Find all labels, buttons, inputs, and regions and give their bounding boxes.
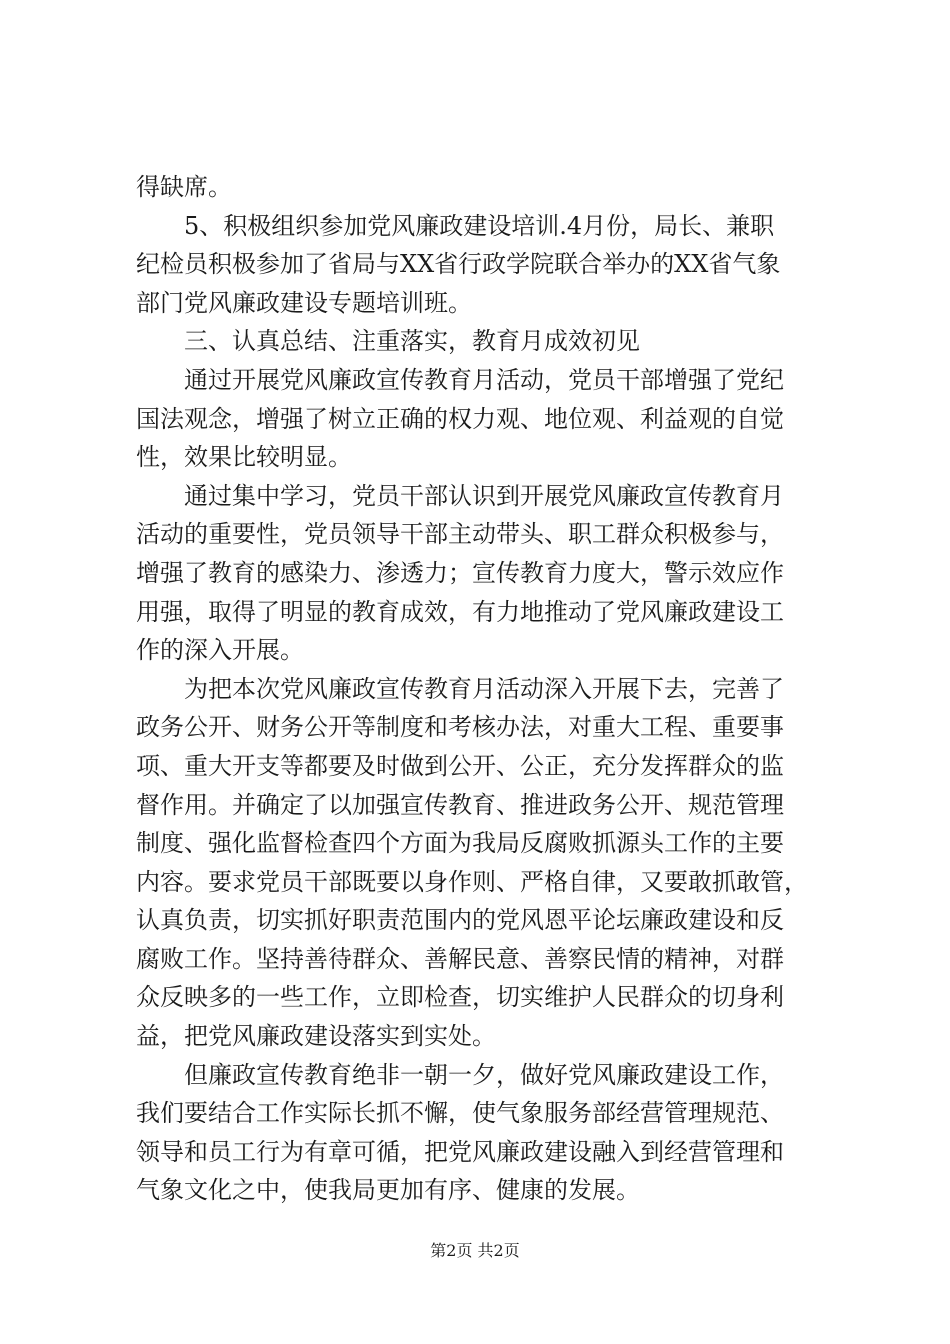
text-line: 得缺席。 [136, 173, 232, 201]
text-line: 通过开展党风廉政宣传教育月活动，党员干部增强了党纪 [184, 365, 784, 394]
text-line: 腐败工作。坚持善待群众、善解民意、善察民情的精神，对群 [136, 944, 784, 973]
document-body [136, 168, 836, 1210]
text-line: 内容。要求党员干部既要以身作则、严格自律，又要敢抓敢管， [136, 867, 808, 896]
text-line: 项、重大开支等都要及时做到公开、公正，充分发挥群众的监 [136, 751, 784, 780]
page-number-footer: 第2页 共2页 [430, 1241, 520, 1260]
section-heading: 三、认真总结、注重落实，教育月成效初见 [184, 327, 640, 356]
text-line: 部门党风廉政建设专题培训班。 [136, 288, 472, 317]
text-line: 我们要结合工作实际长抓不懈，使气象服务部经营管理规范、 [136, 1099, 784, 1128]
text-line: 益，把党风廉政建设落实到实处。 [136, 1022, 496, 1051]
text-line: 政务公开、财务公开等制度和考核办法，对重大工程、重要事 [136, 713, 784, 742]
text-line: 活动的重要性，党员领导干部主动带头、职工群众积极参与， [136, 520, 784, 549]
text-line: 制度、强化监督检查四个方面为我局反腐败抓源头工作的主要 [136, 829, 784, 858]
text-line: 性，效果比较明显。 [136, 443, 352, 472]
text-line: 5、积极组织参加党风廉政建设培训.4月份，局长、兼职 [184, 211, 775, 240]
text-line: 国法观念，增强了树立正确的权力观、地位观、利益观的自觉 [136, 404, 784, 433]
text-line: 为把本次党风廉政宣传教育月活动深入开展下去，完善了 [184, 674, 784, 703]
text-line: 增强了教育的感染力、渗透力；宣传教育力度大，警示效应作 [136, 558, 784, 587]
text-line: 气象文化之中，使我局更加有序、健康的发展。 [136, 1176, 640, 1205]
text-line: 通过集中学习，党员干部认识到开展党风廉政宣传教育月 [184, 481, 784, 510]
text-line: 领导和员工行为有章可循，把党风廉政建设融入到经营管理和 [136, 1137, 784, 1166]
text-line: 督作用。并确定了以加强宣传教育、推进政务公开、规范管理 [136, 790, 784, 819]
text-line: 但廉政宣传教育绝非一朝一夕，做好党风廉政建设工作， [184, 1060, 784, 1089]
text-line: 作的深入开展。 [136, 636, 304, 665]
text-line: 纪检员积极参加了省局与XX省行政学院联合举办的XX省气象 [136, 250, 781, 279]
text-line: 众反映多的一些工作，立即检查，切实维护人民群众的切身利 [136, 983, 784, 1012]
text-line: 认真负责，切实抓好职责范围内的党风恩平论坛廉政建设和反 [136, 906, 784, 935]
text-line: 用强，取得了明显的教育成效，有力地推动了党风廉政建设工 [136, 597, 784, 626]
